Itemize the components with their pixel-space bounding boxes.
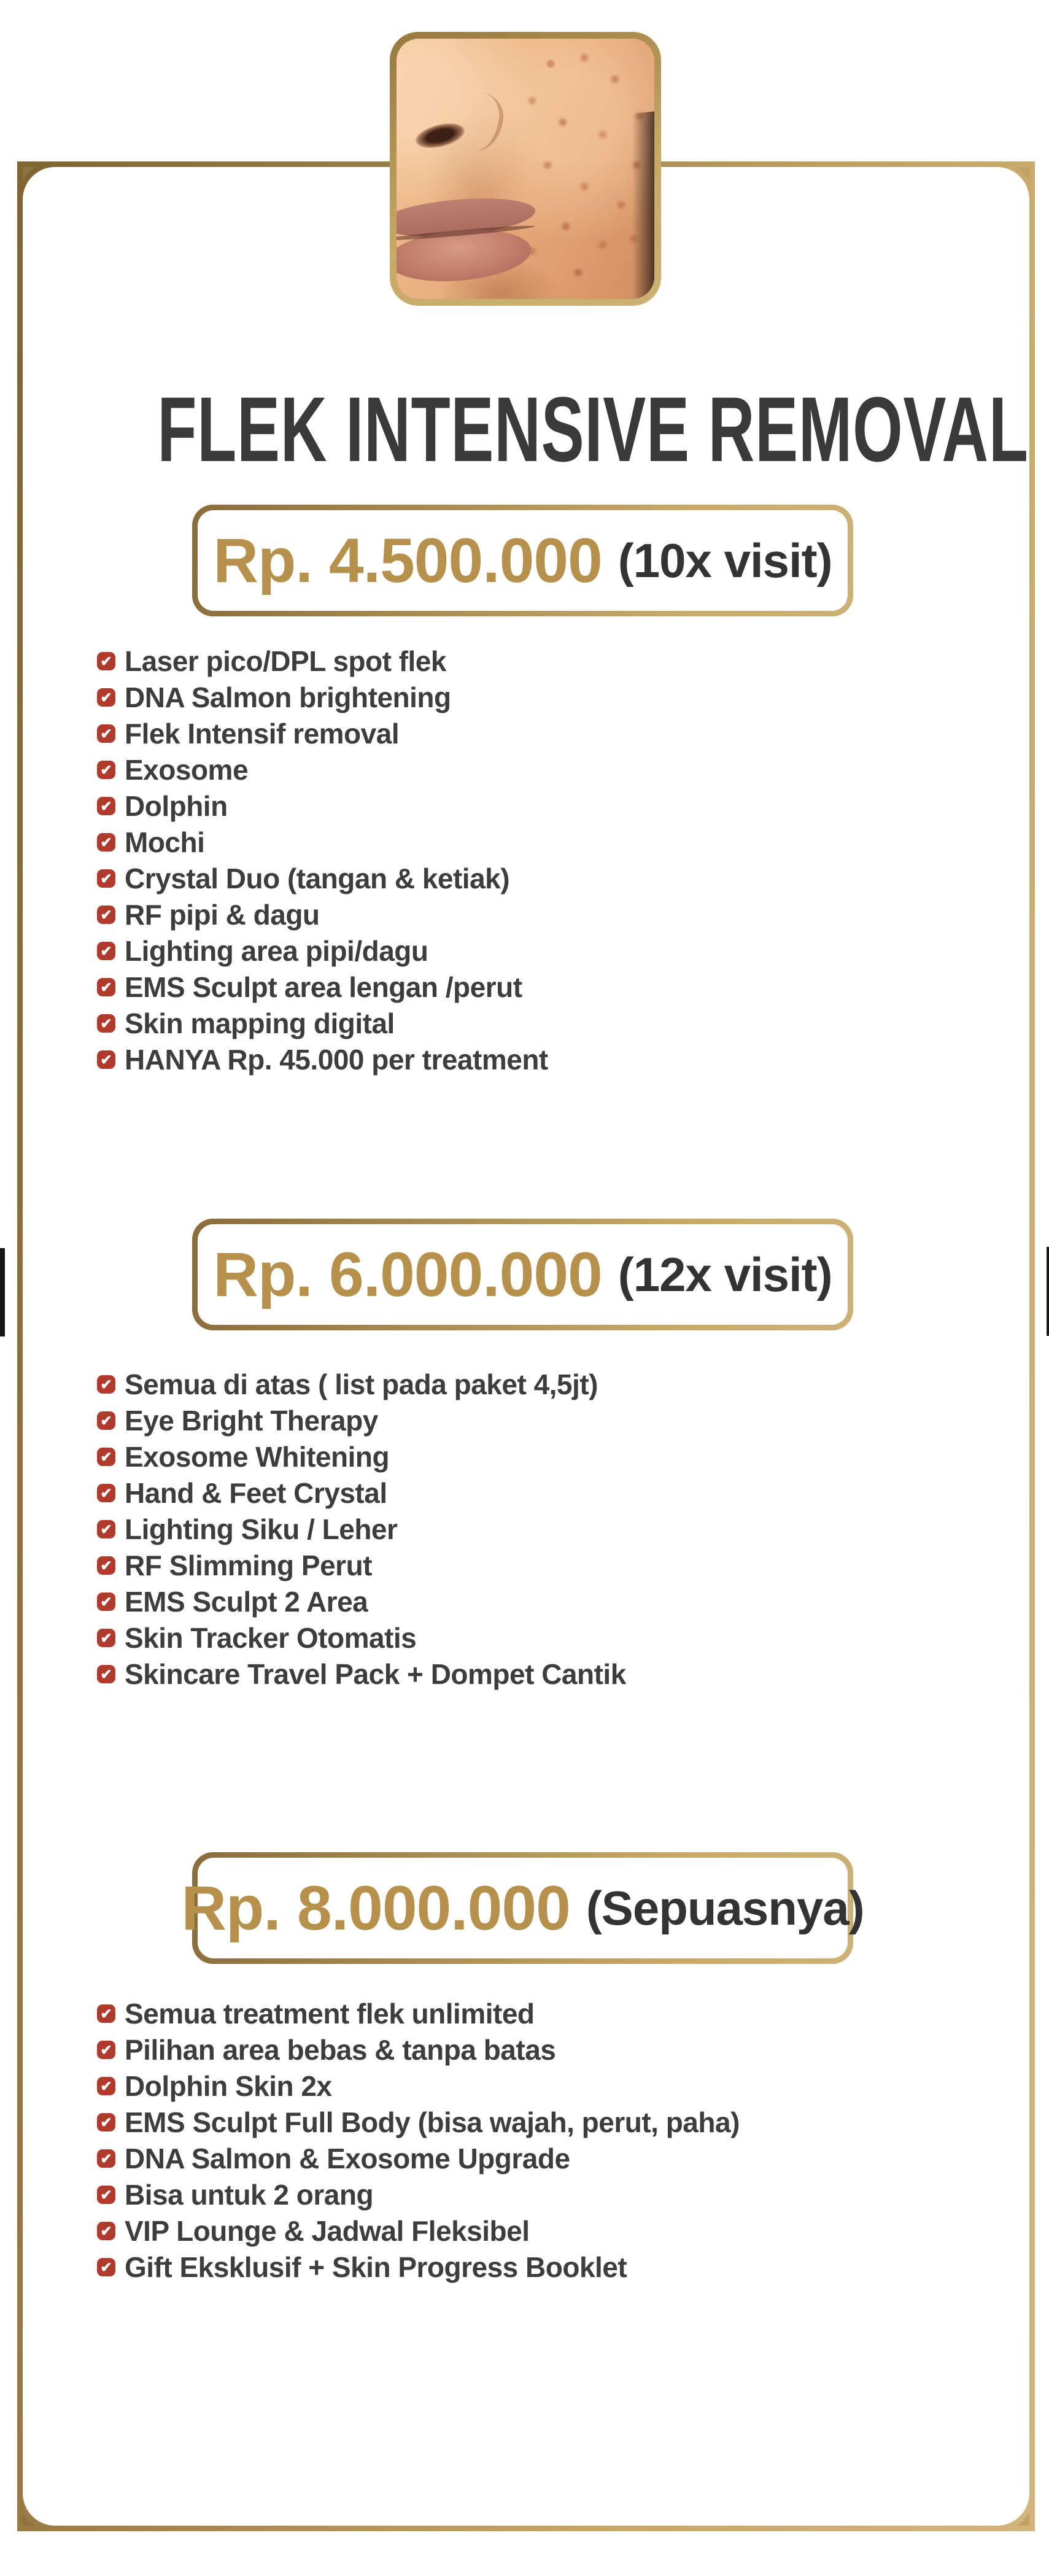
list-item-label: VIP Lounge & Jadwal Fleksibel (125, 2214, 530, 2247)
check-icon: ✔ (97, 978, 115, 996)
list-item-label: Skin Tracker Otomatis (125, 1621, 417, 1654)
list-item-label: Exosome (125, 753, 249, 786)
list-item-label: Crystal Duo (tangan & ketiak) (125, 862, 510, 894)
check-icon: ✔ (97, 1448, 115, 1466)
list-item (97, 1005, 1005, 1041)
price-box-2 (192, 1219, 853, 1330)
check-icon: ✔ (97, 797, 115, 815)
list-item-label: Hand & Feet Crystal (125, 1476, 387, 1509)
list-item (97, 2176, 1005, 2213)
list-item-label: RF Slimming Perut (125, 1549, 372, 1581)
list-item (97, 2068, 1005, 2104)
list-item (97, 788, 1005, 824)
list-item-label: Semua di atas ( list pada paket 4,5jt) (125, 1368, 598, 1400)
check-icon: ✔ (97, 833, 115, 852)
list-item-label: HANYA Rp. 45.000 per treatment (125, 1043, 548, 1076)
right-ribbon-tab (1047, 1247, 1049, 1336)
list-item-label: EMS Sculpt Full Body (bisa wajah, perut, paha) (125, 2106, 740, 2138)
page-title: FLEK INTENSIVE REMOVAL (157, 378, 1029, 481)
check-icon: ✔ (97, 869, 115, 888)
list-item-label: Bisa untuk 2 orang (125, 2178, 374, 2211)
list-item (97, 2104, 1005, 2140)
list-item (97, 1438, 1005, 1475)
list-item (97, 751, 1005, 788)
face-photo (397, 39, 654, 299)
check-icon: ✔ (97, 652, 115, 670)
check-icon: ✔ (97, 761, 115, 779)
check-icon: ✔ (97, 1520, 115, 1538)
list-item (97, 1995, 1005, 2031)
lips-shape (397, 193, 541, 292)
check-icon: ✔ (97, 1484, 115, 1502)
price-box-1 (192, 505, 853, 616)
list-item-label: Lighting area pipi/dagu (125, 934, 428, 967)
check-icon: ✔ (97, 1411, 115, 1430)
list-item-label: DNA Salmon & Exosome Upgrade (125, 2142, 570, 2174)
price-value-1: Rp. 4.500.000 (213, 525, 602, 596)
list-item (97, 933, 1005, 969)
check-icon: ✔ (97, 2041, 115, 2059)
list-item-label: DNA Salmon brightening (125, 681, 451, 713)
list-item (97, 896, 1005, 933)
check-icon: ✔ (97, 2222, 115, 2240)
list-item-label: Lighting Siku / Leher (125, 1513, 398, 1545)
list-item-label: Mochi (125, 826, 205, 858)
list-item (97, 969, 1005, 1005)
list-item (97, 643, 1005, 679)
list-item (97, 1547, 1005, 1583)
list-item (97, 2213, 1005, 2249)
list-item (97, 1475, 1005, 1511)
check-icon: ✔ (97, 2258, 115, 2276)
check-icon: ✔ (97, 2149, 115, 2168)
check-icon: ✔ (97, 1629, 115, 1647)
visit-count-1: (10x visit) (617, 533, 832, 588)
list-item-label: Semua treatment flek unlimited (125, 1997, 535, 2030)
nose-shape (449, 88, 507, 153)
check-icon: ✔ (97, 1593, 115, 1611)
list-item-label: EMS Sculpt 2 Area (125, 1585, 368, 1618)
left-ribbon-tab (0, 1248, 5, 1336)
list-item (97, 1583, 1005, 1620)
visit-count-3: (Sepuasnya) (586, 1880, 864, 1935)
list-item (97, 1041, 1005, 1077)
list-item (97, 1402, 1005, 1438)
list-item (97, 1511, 1005, 1547)
check-icon: ✔ (97, 688, 115, 707)
list-item-label: Skincare Travel Pack + Dompet Cantik (125, 1658, 626, 1690)
check-icon: ✔ (97, 1014, 115, 1033)
treatment-list-3 (97, 1995, 1005, 2285)
price-box-3 (181, 1852, 864, 1964)
check-icon: ✔ (97, 906, 115, 924)
list-item (97, 715, 1005, 751)
check-icon: ✔ (97, 1556, 115, 1575)
check-icon: ✔ (97, 2186, 115, 2204)
check-icon: ✔ (97, 724, 115, 743)
list-item (97, 824, 1005, 860)
face-photo-frame (390, 32, 661, 306)
list-item (97, 679, 1005, 715)
visit-count-2: (12x visit) (617, 1247, 832, 1302)
list-item (97, 2249, 1005, 2285)
list-item (97, 1620, 1005, 1656)
list-item-label: Skin mapping digital (125, 1007, 395, 1039)
list-item (97, 860, 1005, 896)
list-item (97, 1656, 1005, 1692)
list-item-label: Flek Intensif removal (125, 717, 400, 750)
check-icon: ✔ (97, 2077, 115, 2095)
check-icon: ✔ (97, 2113, 115, 2132)
price-value-3: Rp. 8.000.000 (181, 1872, 570, 1943)
list-item-label: Eye Bright Therapy (125, 1404, 378, 1437)
list-item-label: Gift Eksklusif + Skin Progress Booklet (125, 2251, 627, 2283)
list-item (97, 1366, 1005, 1402)
check-icon: ✔ (97, 1375, 115, 1394)
list-item-label: Laser pico/DPL spot flek (125, 645, 446, 677)
acne-spots (547, 60, 554, 68)
hair-shadow (632, 111, 654, 299)
list-item (97, 2140, 1005, 2176)
list-item-label: EMS Sculpt area lengan /perut (125, 971, 522, 1003)
check-icon: ✔ (97, 1665, 115, 1683)
list-item-label: Pilihan area bebas & tanpa batas (125, 2033, 556, 2066)
treatment-list-1 (97, 643, 1005, 1077)
list-item-label: Dolphin Skin 2x (125, 2070, 332, 2102)
list-item-label: Exosome Whitening (125, 1440, 390, 1473)
check-icon: ✔ (97, 942, 115, 960)
treatment-list-2 (97, 1366, 1005, 1692)
check-icon: ✔ (97, 1050, 115, 1069)
list-item-label: RF pipi & dagu (125, 898, 320, 931)
price-value-2: Rp. 6.000.000 (213, 1239, 602, 1309)
list-item (97, 2031, 1005, 2068)
list-item-label: Dolphin (125, 789, 228, 822)
check-icon: ✔ (97, 2004, 115, 2023)
